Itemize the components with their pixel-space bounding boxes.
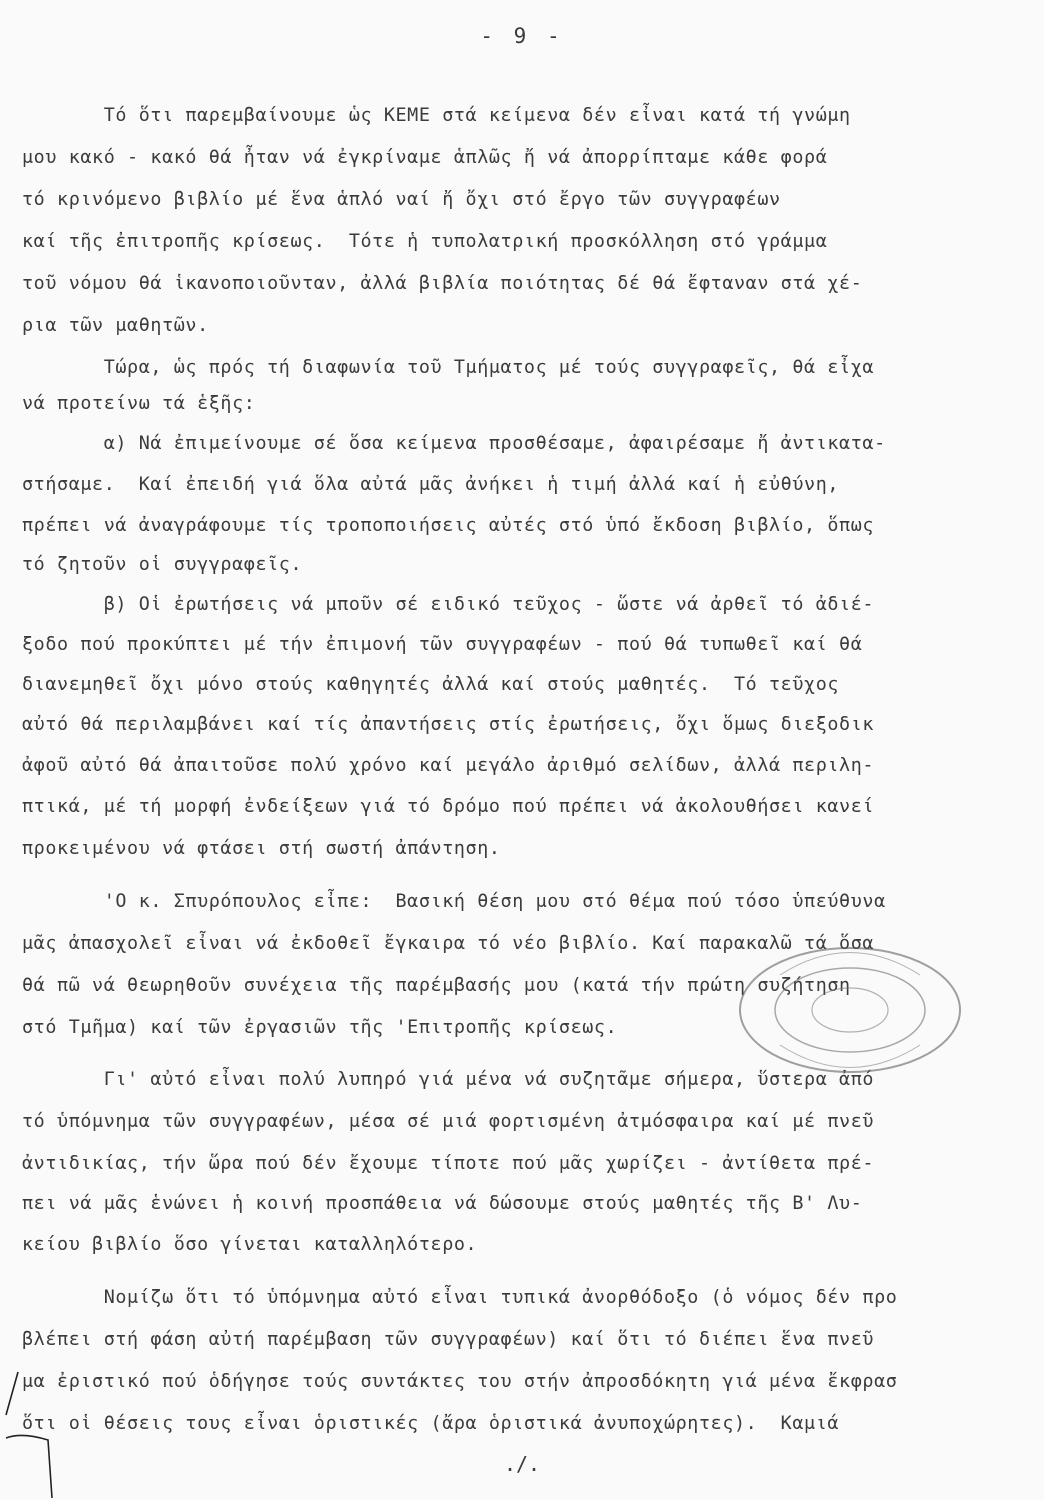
text-line: πρέπει νά ἀναγράφουμε τίς τροποποιήσεις αὐτές στό ὑπό ἔκδοση βιβλίο, ὅπως bbox=[22, 515, 875, 536]
text-line: βλέπει στή φάση αὐτή παρέμβαση τῶν συγγραφέων) καί ὅτι τό διέπει ἕνα πνεῦ bbox=[22, 1329, 875, 1350]
text-line: Νομίζω ὅτι τό ὑπόμνημα αὐτό εἶναι τυπικά ἀνορθόδοξο (ὁ νόμος δέν προ bbox=[22, 1287, 898, 1308]
text-line: τό ὑπόμνημα τῶν συγγραφέων, μέσα σέ μιά φορτισμένη ἀτμόσφαιρα καί μέ πνεῦ bbox=[22, 1111, 875, 1132]
continuation-mark: ./. bbox=[503, 1452, 541, 1476]
text-line: προκειμένου νά φτάσει στή σωστή ἀπάντηση. bbox=[22, 838, 501, 859]
text-line: 'Ο κ. Σπυρόπουλος εἶπε: Βασική θέση μου στό θέμα πού τόσο ὑπεύθυνα bbox=[22, 891, 886, 912]
text-line: α) Νά ἐπιμείνουμε σέ ὅσα κείμενα προσθέσαμε, ἀφαιρέσαμε ἤ ἀντικατα- bbox=[22, 433, 886, 454]
text-line: Τώρα, ὡς πρός τή διαφωνία τοῦ Τμήματος μέ τούς συγγραφεῖς, θά εἶχα bbox=[22, 357, 875, 378]
text-line: θά πῶ νά θεωρηθοῦν συνέχεια τῆς παρέμβασής μου (κατά τήν πρώτη συζήτηση bbox=[22, 975, 851, 996]
text-line: πτικά, μέ τή μορφή ἐνδείξεων γιά τό δρόμο πού πρέπει νά ἀκολουθήσει κανεί bbox=[22, 796, 875, 817]
text-line: τοῦ νόμου θά ἱκανοποιοῦνταν, ἀλλά βιβλία ποιότητας δέ θά ἔφταναν στά χέ- bbox=[22, 273, 863, 294]
text-line: κείου βιβλίο ὅσο γίνεται καταλληλότερο. bbox=[22, 1234, 478, 1255]
text-line: στήσαμε. Καί ἐπειδή γιά ὅλα αὐτά μᾶς ἀνήκει ἡ τιμή ἀλλά καί ἡ εὐθύνη, bbox=[22, 474, 840, 495]
text-line: αὐτό θά περιλαμβάνει καί τίς ἀπαντήσεις στίς ἐρωτήσεις, ὄχι ὅμως διεξοδικ bbox=[22, 714, 875, 735]
text-line: καί τῆς ἐπιτροπῆς κρίσεως. Τότε ἡ τυπολατρική προσκόλληση στό γράμμα bbox=[22, 231, 828, 252]
text-line: Τό ὅτι παρεμβαίνουμε ὡς ΚΕΜΕ στά κείμενα δέν εἶναι κατά τή γνώμη bbox=[22, 105, 851, 126]
text-line: τό κρινόμενο βιβλίο μέ ἕνα ἁπλό ναί ἤ ὄχι στό ἔργο τῶν συγγραφέων bbox=[22, 189, 781, 210]
text-line: ὅτι οἱ θέσεις τους εἶναι ὁριστικές (ἄρα ὁριστικά ἀνυποχώρητες). Καμιά bbox=[22, 1413, 840, 1434]
text-line: μου κακό - κακό θά ἦταν νά ἐγκρίναμε ἁπλῶς ἤ νά ἀπορρίπταμε κάθε φορά bbox=[22, 147, 828, 168]
text-line: ρια τῶν μαθητῶν. bbox=[22, 315, 209, 336]
text-line: ξοδο πού προκύπτει μέ τήν ἐπιμονή τῶν συγγραφέων - πού θά τυπωθεῖ καί θά bbox=[22, 634, 863, 655]
text-line: νά προτείνω τά ἑξῆς: bbox=[22, 393, 256, 414]
text-line: πει νά μᾶς ἑνώνει ἡ κοινή προσπάθεια νά δώσουμε στούς μαθητές τῆς Β' Λυ- bbox=[22, 1193, 863, 1214]
official-stamp bbox=[720, 935, 1020, 1085]
text-line: διανεμηθεῖ ὄχι μόνο στούς καθηγητές ἀλλά καί στούς μαθητές. Τό τεῦχος bbox=[22, 674, 840, 695]
text-line: Γι' αὐτό εἶναι πολύ λυπηρό γιά μένα νά συζητᾶμε σήμερα, ὕστερα ἀπό bbox=[22, 1069, 875, 1090]
text-line: μα ἐριστικό πού ὁδήγησε τούς συντάκτες του στήν ἀπροσδόκητη γιά μένα ἔκφρασ bbox=[22, 1371, 898, 1392]
text-line: τό ζητοῦν οἱ συγγραφεῖς. bbox=[22, 554, 303, 575]
text-line: στό Τμῆμα) καί τῶν ἐργασιῶν τῆς 'Επιτροπῆς κρίσεως. bbox=[22, 1017, 618, 1038]
page-number: - 9 - bbox=[480, 24, 564, 48]
text-line: ἀντιδικίας, τήν ὥρα πού δέν ἔχουμε τίποτε πού μᾶς χωρίζει - ἀντίθετα πρέ- bbox=[22, 1153, 875, 1174]
margin-handwriting-mark bbox=[0, 1360, 60, 1500]
text-line: β) Οἱ ἐρωτήσεις νά μποῦν σέ ειδικό τεῦχος - ὥστε νά ἀρθεῖ τό ἀδιέ- bbox=[22, 594, 875, 615]
text-line: μᾶς ἀπασχολεῖ εἶναι νά ἐκδοθεῖ ἔγκαιρα τό νέο βιβλίο. Καί παρακαλῶ τά ὅσα bbox=[22, 933, 875, 954]
text-line: ἀφοῦ αὐτό θά ἀπαιτοῦσε πολύ χρόνο καί μεγάλο ἀριθμό σελίδων, ἀλλά περιλη- bbox=[22, 755, 875, 776]
